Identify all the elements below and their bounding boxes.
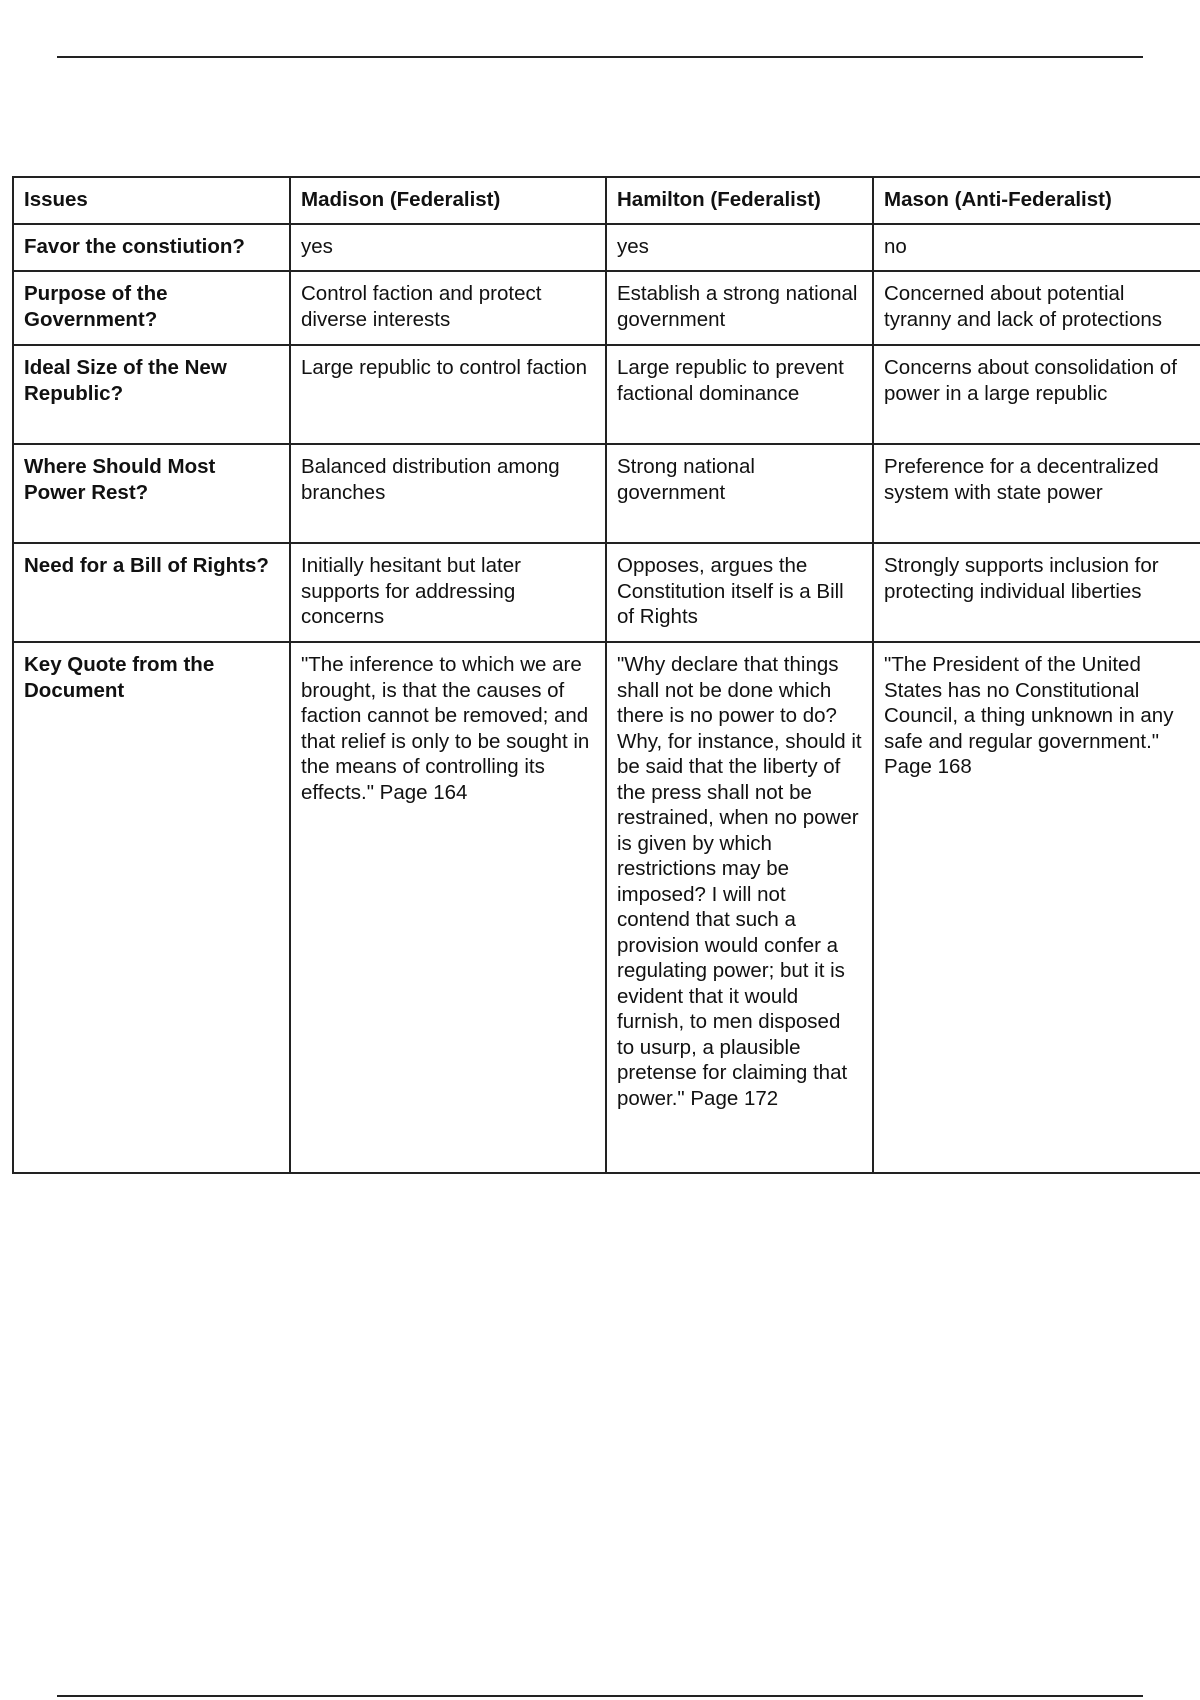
hamilton-cell: Opposes, argues the Constitution itself is a Bill of Rights bbox=[606, 543, 873, 642]
header-issues: Issues bbox=[13, 177, 290, 224]
issue-cell: Where Should Most Power Rest? bbox=[13, 444, 290, 543]
madison-cell: Balanced distribution among branches bbox=[290, 444, 606, 543]
table-row bbox=[13, 271, 1200, 345]
madison-cell: "The inference to which we are brought, is that the causes of faction cannot be removed; and that relief is only to be sought in the means of controlling its effects." Page 164 bbox=[290, 642, 606, 1173]
madison-cell: Large republic to control faction bbox=[290, 345, 606, 444]
madison-cell: yes bbox=[290, 224, 606, 271]
header-madison: Madison (Federalist) bbox=[290, 177, 606, 224]
mason-cell: no bbox=[873, 224, 1200, 271]
madison-cell: Control faction and protect diverse interests bbox=[290, 271, 606, 345]
table-row bbox=[13, 224, 1200, 271]
mason-cell: Concerns about consolidation of power in a large republic bbox=[873, 345, 1200, 444]
mason-cell: Preference for a decentralized system with state power bbox=[873, 444, 1200, 543]
issue-cell: Ideal Size of the New Republic? bbox=[13, 345, 290, 444]
mason-cell: Concerned about potential tyranny and lack of protections bbox=[873, 271, 1200, 345]
table-row bbox=[13, 543, 1200, 642]
table-row bbox=[13, 444, 1200, 543]
hamilton-cell: "Why declare that things shall not be done which there is no power to do? Why, for instance, should it be said that the liberty of the press shall not be restrained, when no power is given by which restrictions may be imposed? I will not contend that such a provision would confer a regulating power; but it is evident that it would furnish, to men disposed to usurp, a plausible pretense for claiming that power." Page 172 bbox=[606, 642, 873, 1173]
issue-cell: Purpose of the Government? bbox=[13, 271, 290, 345]
madison-cell: Initially hesitant but later supports for addressing concerns bbox=[290, 543, 606, 642]
hamilton-cell: Strong national government bbox=[606, 444, 873, 543]
page-bottom-rule bbox=[57, 1695, 1143, 1697]
hamilton-cell: Large republic to prevent factional dominance bbox=[606, 345, 873, 444]
issue-cell: Key Quote from the Document bbox=[13, 642, 290, 1173]
table-row bbox=[13, 345, 1200, 444]
issue-cell: Need for a Bill of Rights? bbox=[13, 543, 290, 642]
page-top-rule bbox=[57, 56, 1143, 58]
header-hamilton: Hamilton (Federalist) bbox=[606, 177, 873, 224]
table-row bbox=[13, 642, 1200, 1173]
mason-cell: "The President of the United States has no Constitutional Council, a thing unknown in any safe and regular government." Page 168 bbox=[873, 642, 1200, 1173]
comparison-table bbox=[12, 176, 1200, 1174]
issue-cell: Favor the constiution? bbox=[13, 224, 290, 271]
mason-cell: Strongly supports inclusion for protecting individual liberties bbox=[873, 543, 1200, 642]
hamilton-cell: Establish a strong national government bbox=[606, 271, 873, 345]
hamilton-cell: yes bbox=[606, 224, 873, 271]
table-header-row bbox=[13, 177, 1200, 224]
header-mason: Mason (Anti-Federalist) bbox=[873, 177, 1200, 224]
